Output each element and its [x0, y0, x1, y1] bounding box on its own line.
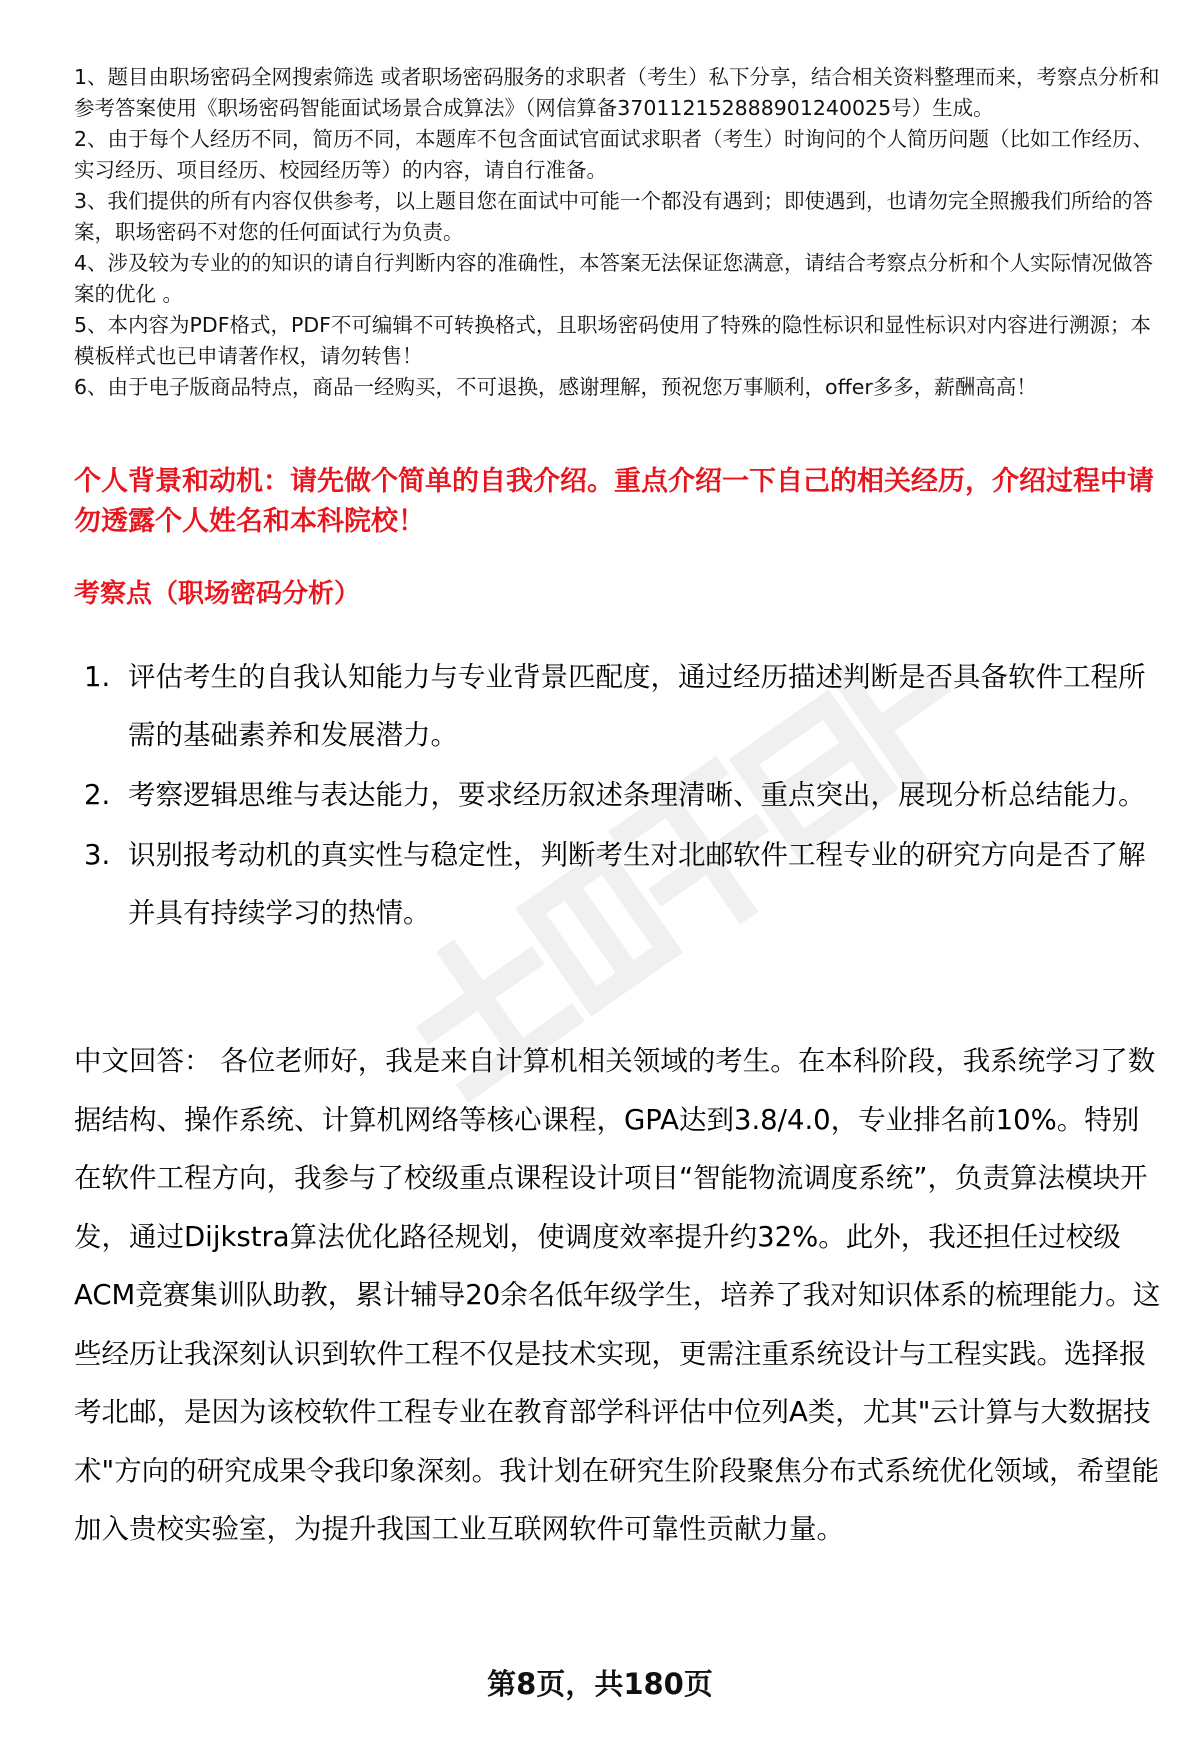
analysis-section-title: 考察点（职场密码分析） [74, 579, 361, 609]
point-number: 2. [84, 779, 111, 811]
analysis-point [74, 648, 1164, 764]
note-4: 4、涉及较为专业的的知识的请自行判断内容的准确性，本答案无法保证您满意，请结合考察点分析和个人实际情况做答案的优化 。 [74, 251, 1154, 306]
note-1: 1、题目由职场密码全网搜索筛选 或者职场密码服务的求职者（考生）私下分享，结合相关资料整理而来，考察点分析和参考答案使用《职场密码智能面试场景合成算法》（网信算备370112152888901240025号）生成。 [74, 65, 1160, 120]
point-number: 3. [84, 839, 111, 871]
analysis-points-list [74, 648, 1164, 944]
analysis-point [74, 826, 1164, 942]
point-number: 1. [84, 661, 111, 693]
answer-paragraph: 中文回答： 各位老师好，我是来自计算机相关领域的考生。在本科阶段，我系统学习了数据结构、操作系统、计算机网络等核心课程，GPA达到3.8/4.0，专业排名前10%。特别在软件工程方向，我参与了校级重点课程设计项目“智能物流调度系统”，负责算法模块开发，通过Dijkstra算法优化路径规划，使调度效率提升约32%。此外，我还担任过校级ACM竞赛集训队助教，累计辅导20余名低年级学生，培养了我对知识体系的梳理能力。这些经历让我深刻认识到软件工程不仅是技术实现，更需注重系统设计与工程实践。选择报考北邮，是因为该校软件工程专业在教育部学科评估中位列A类，尤其"云计算与大数据技术"方向的研究成果令我印象深刻。我计划在研究生阶段聚焦分布式系统优化领域，希望能加入贵校实验室，为提升我国工业互联网软件可靠性贡献力量。 [74, 1045, 1161, 1545]
point-text: 考察逻辑思维与表达能力，要求经历叙述条理清晰、重点突出，展现分析总结能力。 [128, 779, 1146, 811]
note-3: 3、我们提供的所有内容仅供参考，以上题目您在面试中可能一个都没有遇到；即使遇到，也请勿完全照搬我们所给的答案，职场密码不对您的任何面试行为负责。 [74, 189, 1154, 244]
note-2: 2、由于每个人经历不同，简历不同，本题库不包含面试官面试求职者（考生）时询问的个人简历问题（比如工作经历、实习经历、项目经历、校园经历等）的内容，请自行准备。 [74, 127, 1154, 182]
disclaimer-notes [74, 62, 1164, 403]
point-text: 评估考生的自我认知能力与专业背景匹配度，通过经历描述判断是否具备软件工程所需的基础素养和发展潜力。 [128, 661, 1146, 751]
note-6: 6、由于电子版商品特点，商品一经购买，不可退换，感谢理解，预祝您万事顺利，offer多多，薪酬高高！ [74, 375, 1037, 399]
analysis-point [74, 766, 1164, 824]
page-number: 第8页，共180页 [487, 1667, 713, 1701]
note-5: 5、本内容为PDF格式，PDF不可编辑不可转换格式，且职场密码使用了特殊的隐性标识和显性标识对内容进行溯源；本模板样式也已申请著作权，请勿转售！ [74, 313, 1151, 368]
interview-question: 个人背景和动机：请先做个简单的自我介绍。重点介绍一下自己的相关经历，介绍过程中请勿透露个人姓名和本科院校！ [74, 466, 1154, 537]
point-text: 识别报考动机的真实性与稳定性，判断考生对北邮软件工程专业的研究方向是否了解并具有持续学习的热情。 [128, 839, 1146, 929]
